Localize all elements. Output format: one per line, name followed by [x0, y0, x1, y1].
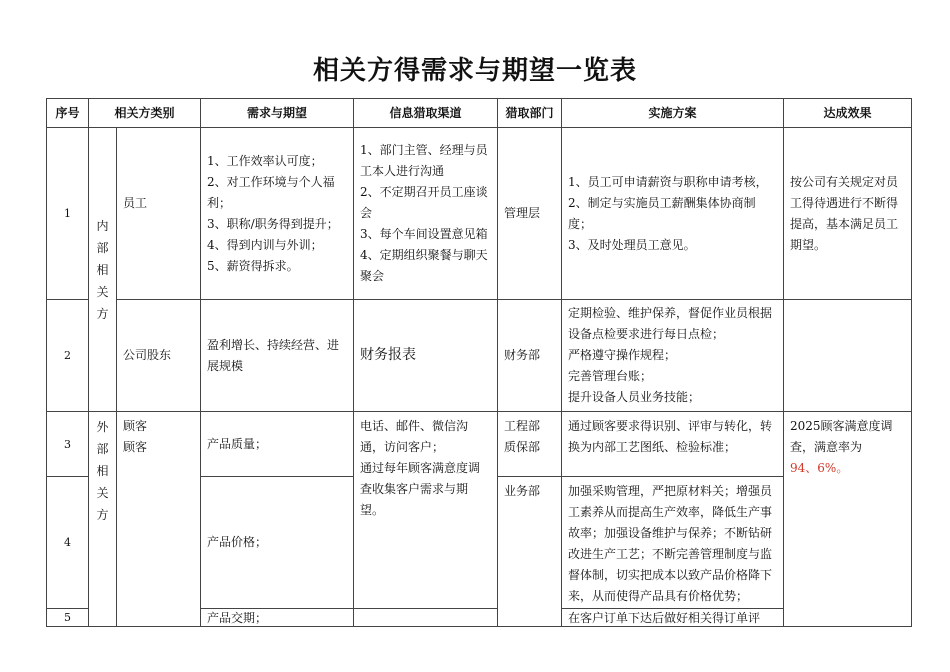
page-title: 相关方得需求与期望一览表: [312, 56, 637, 86]
satisfaction-rate: 94、6%。: [790, 461, 849, 475]
dept-cell: 管理层: [498, 128, 562, 300]
header-no: 序号: [47, 99, 89, 128]
plan-cell: 1、员工可申请薪资与职称申请考核， 2、制定与实施员工薪酬集体协商制度； 3、及时处理员工意见。: [562, 128, 784, 300]
dept-cell: 工程部 质保部: [498, 412, 562, 477]
needs-cell: 产品质量；: [201, 412, 354, 477]
category-cell: 员工: [117, 128, 201, 300]
needs-cell: 产品交期；: [201, 609, 354, 627]
row-number: 4: [47, 477, 89, 609]
result-cell: [784, 300, 912, 412]
header-channels: 信息猎取渠道: [354, 99, 498, 128]
header-dept: 猎取部门: [498, 99, 562, 128]
row-number: 1: [47, 128, 89, 300]
group-internal: 内 部 相 关 方: [89, 128, 117, 412]
group-external: 外 部 相 关 方: [89, 412, 117, 627]
plan-cell: 通过顾客要求得识别、评审与转化，转换为内部工艺图纸、检验标准；: [562, 412, 784, 477]
needs-cell: 产品价格；: [201, 477, 354, 609]
header-category: 相关方类别: [89, 99, 201, 128]
stakeholder-table: [46, 98, 912, 627]
channels-cell: 财务报表: [354, 300, 498, 412]
header-row: [47, 99, 912, 128]
result-cell: [784, 412, 912, 627]
dept-cell: 业务部: [498, 477, 562, 627]
row-number: 3: [47, 412, 89, 477]
header-needs: 需求与期望: [201, 99, 354, 128]
result-text: 2025顾客满意度调查，满意率为: [790, 419, 893, 454]
plan-cell: 在客户订单下达后做好相关得订单评: [562, 609, 784, 627]
row-number: 5: [47, 609, 89, 627]
needs-cell: 1、工作效率认可度； 2、对工作环境与个人福利； 3、职称/职务得到提升； 4、得到内训与外训； 5、薪资得拆求。: [201, 128, 354, 300]
plan-cell: 加强采购管理，严把原材料关；增强员工素养从而提高生产效率，降低生产事故率；加强设备维护与保养；不断钻研改进生产工艺；不断完善管理制度与监督体制，切实把成本以致产品价格降下来，从而使得产品具有价格优势；: [562, 477, 784, 609]
header-result: 达成效果: [784, 99, 912, 128]
header-plan: 实施方案: [562, 99, 784, 128]
category-cell: 顾客 顾客: [117, 412, 201, 627]
plan-cell: 定期检验、维护保养，督促作业员根据设备点检要求进行每日点检； 严格遵守操作规程； 完善管理台账； 提升设备人员业务技能；: [562, 300, 784, 412]
result-cell: 按公司有关规定对员工得待遇进行不断得提高，基本满足员工期望。: [784, 128, 912, 300]
needs-cell: 盈利增长、持续经营、进展规模: [201, 300, 354, 412]
channels-cell: [354, 609, 498, 627]
table-row: [47, 300, 912, 412]
channels-cell: 电话、邮件、微信沟通，访问客户； 通过每年顾客满意度调查收集客户需求与期望。: [354, 412, 498, 609]
category-cell: 公司股东: [117, 300, 201, 412]
dept-cell: 财务部: [498, 300, 562, 412]
row-number: 2: [47, 300, 89, 412]
table-row: [47, 128, 912, 300]
channels-cell: 1、部门主管、经理与员工本人进行沟通 2、不定期召开员工座谈会 3、每个车间设置意见箱 4、定期组织聚餐与聊天聚会: [354, 128, 498, 300]
table-row: [47, 412, 912, 477]
